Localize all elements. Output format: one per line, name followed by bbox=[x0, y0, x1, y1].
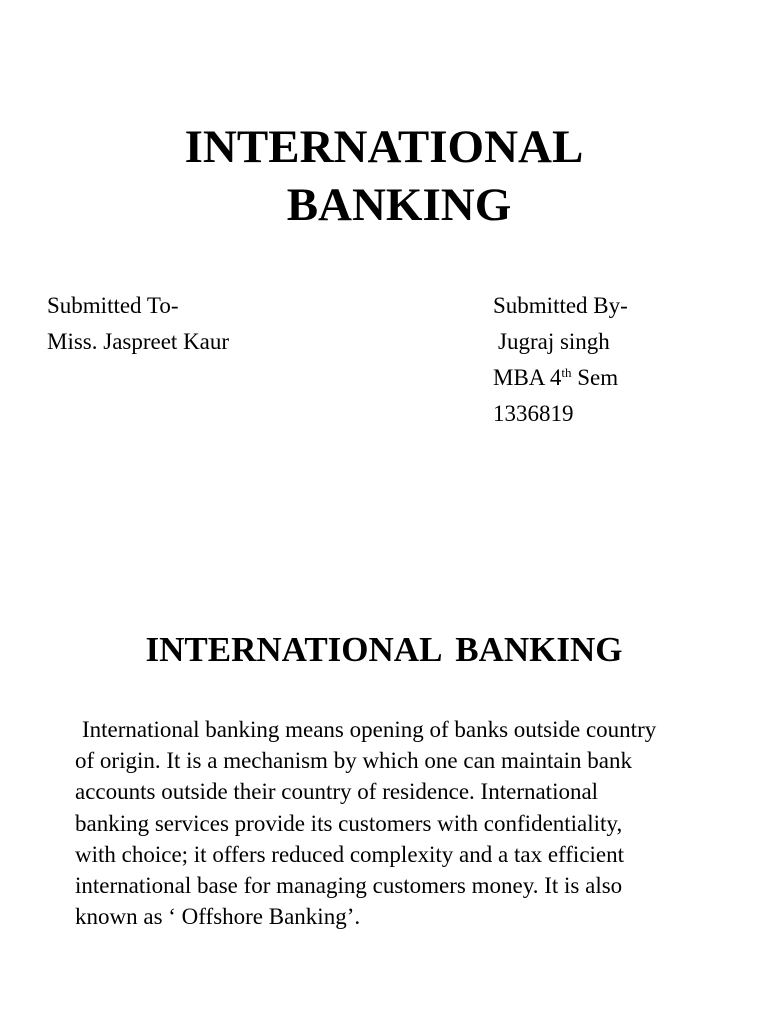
body-paragraph bbox=[75, 714, 735, 932]
course-prefix: MBA 4 bbox=[493, 365, 562, 390]
submitted-by-block bbox=[493, 288, 628, 432]
paragraph-line: international base for managing customers money. It is also bbox=[75, 873, 623, 899]
submitted-to-label: Submitted To- bbox=[47, 293, 179, 318]
main-title-line-1: INTERNATIONAL bbox=[184, 121, 584, 173]
submitted-by-label: Submitted By- bbox=[493, 293, 628, 318]
course-suffix: Sem bbox=[571, 365, 619, 390]
paragraph-line: accounts outside their country of residence. International bbox=[75, 779, 599, 805]
course-superscript: th bbox=[561, 365, 572, 380]
main-title-line-2: BANKING bbox=[286, 179, 512, 231]
submitted-by-name: Jugraj singh bbox=[498, 329, 610, 354]
paragraph-line: known as ‘ Offshore Banking’. bbox=[75, 904, 361, 930]
paragraph-line: with choice; it offers reduced complexity and a tax efficient bbox=[75, 841, 625, 867]
roll-number: 1336819 bbox=[493, 401, 574, 426]
content-slide bbox=[0, 600, 768, 1024]
section-heading: INTERNATIONAL BANKING bbox=[145, 630, 623, 669]
main-title bbox=[0, 118, 768, 234]
paragraph-line: banking services provide its customers with confidentiality, bbox=[75, 810, 623, 836]
course-line bbox=[493, 360, 628, 396]
paragraph-line: International banking means opening of banks outside country bbox=[82, 717, 657, 742]
submitted-to-block bbox=[47, 288, 229, 360]
submitted-to-name: Miss. Jaspreet Kaur bbox=[47, 329, 230, 354]
paragraph-line: of origin. It is a mechanism by which one can maintain bank bbox=[75, 748, 632, 774]
